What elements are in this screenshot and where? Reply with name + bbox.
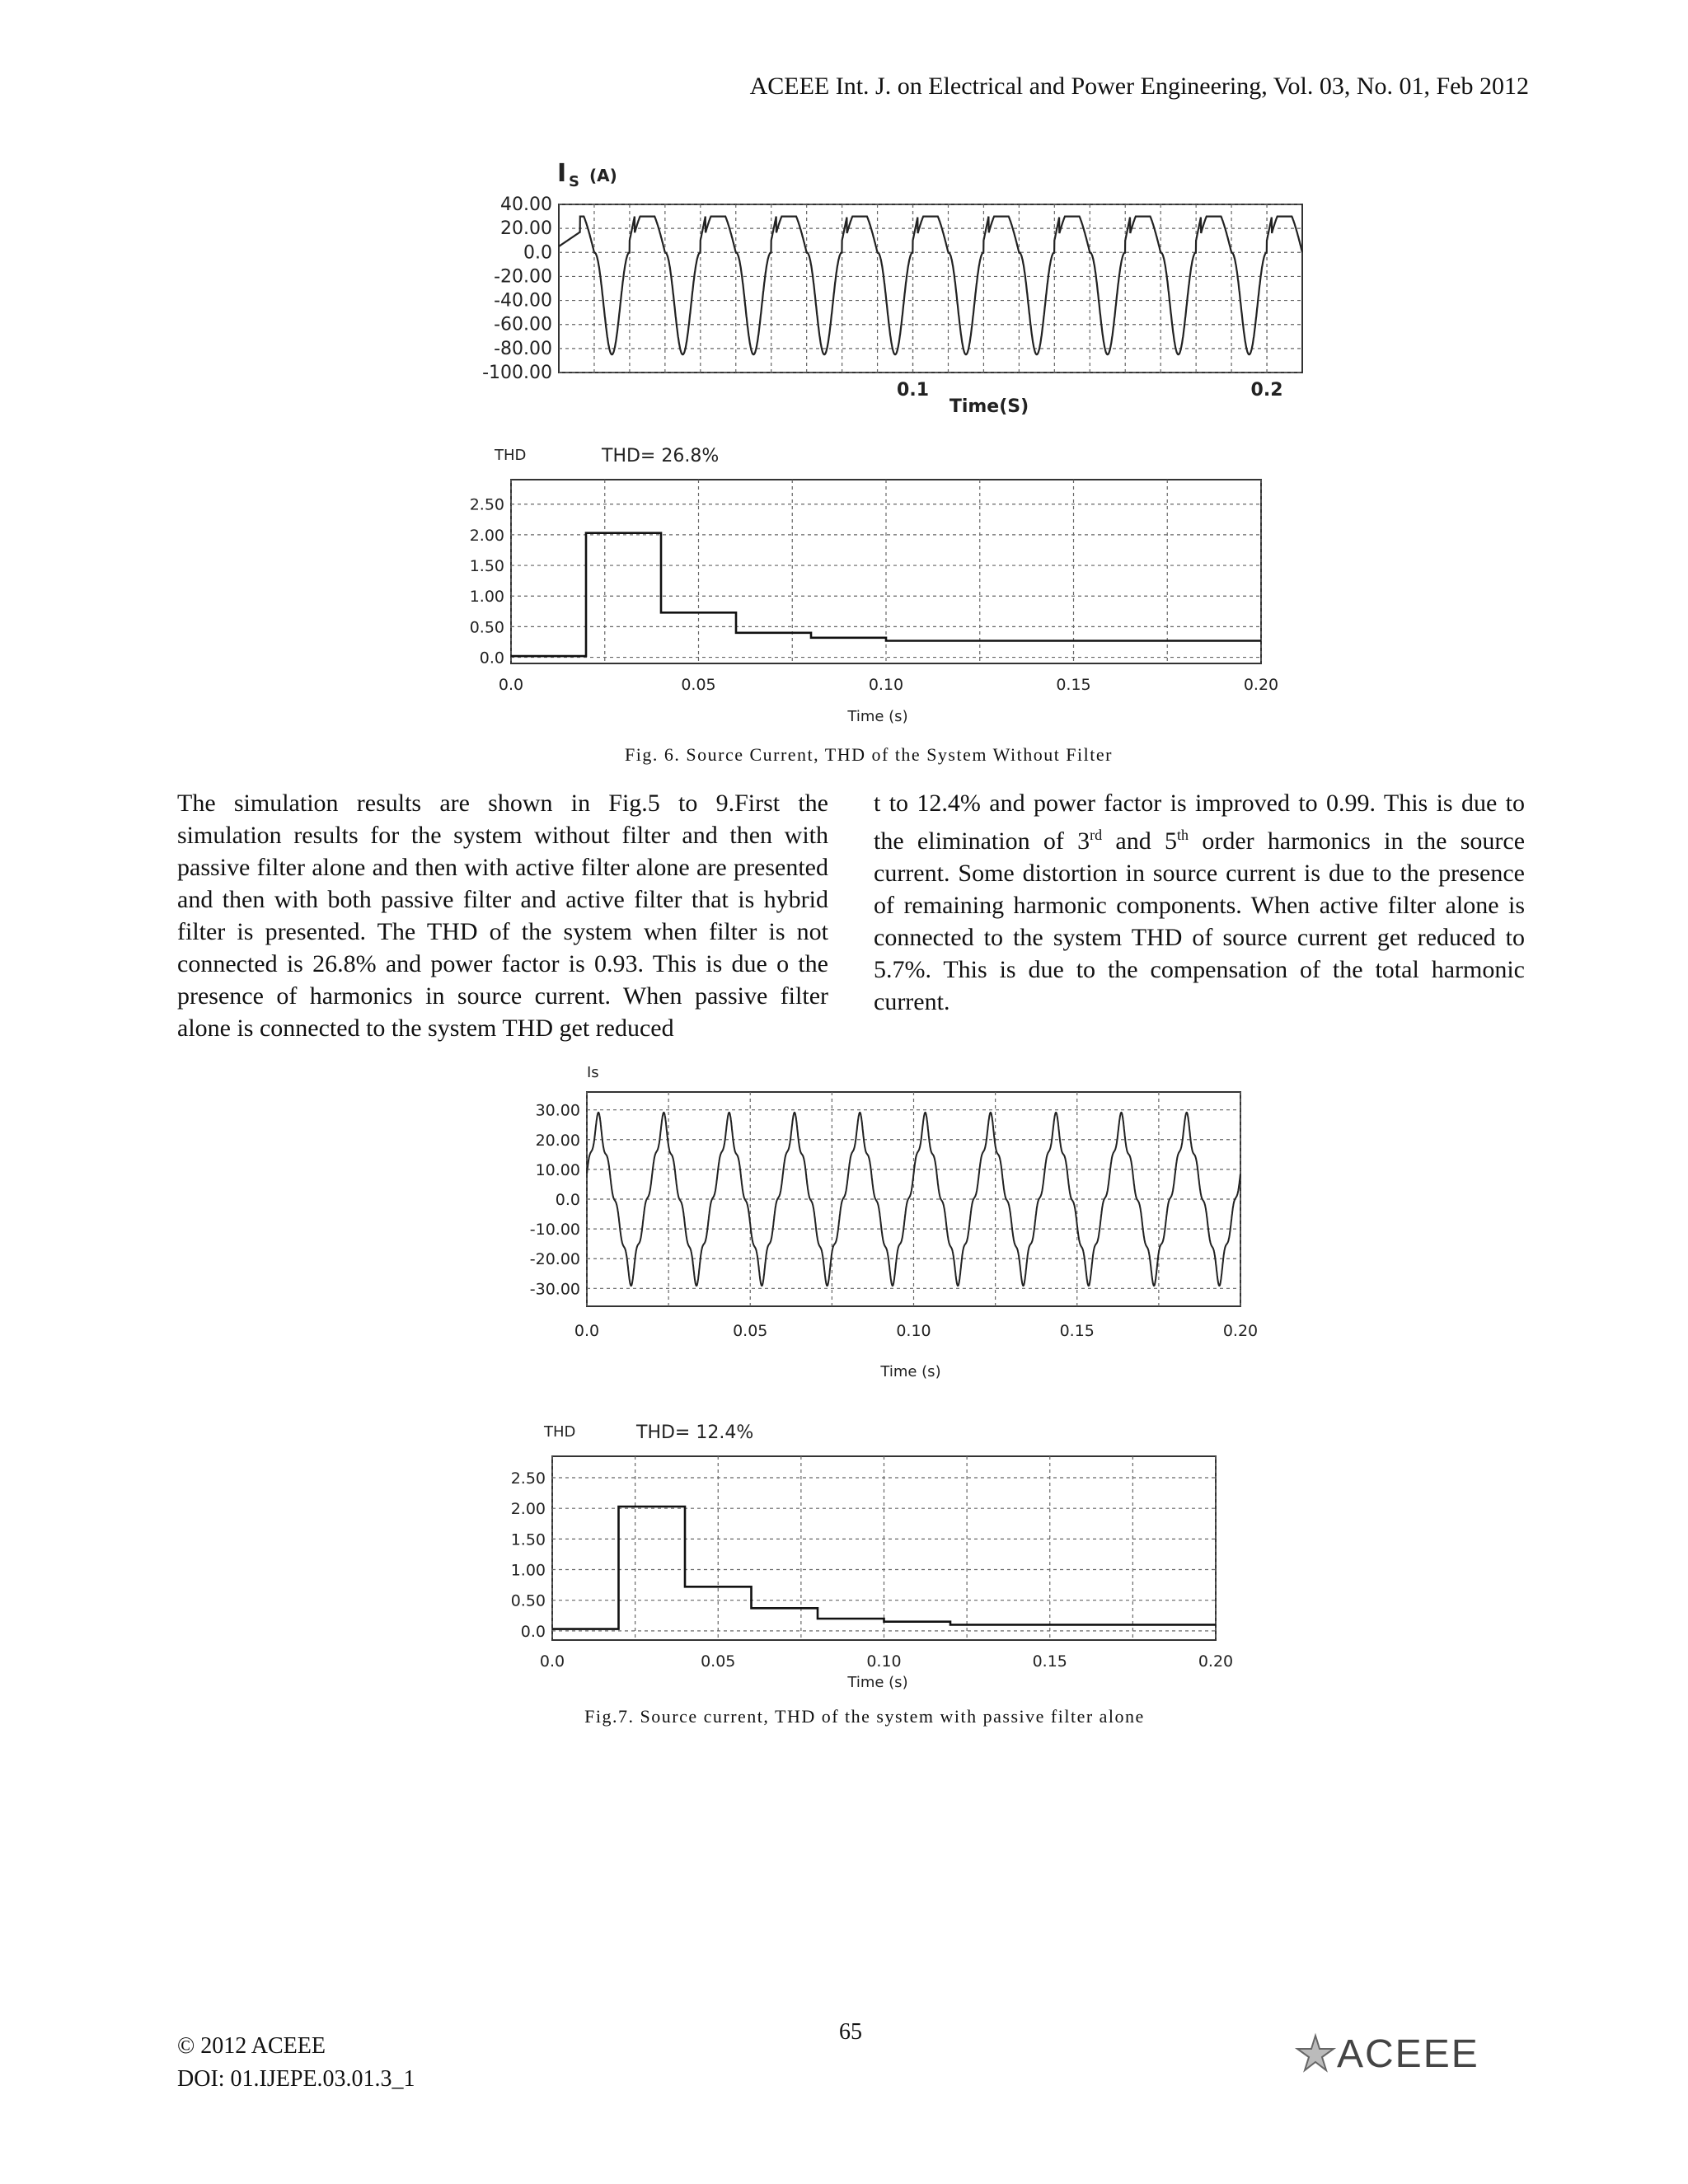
right-column <box>874 787 1525 1018</box>
is-ylabel: Is <box>587 1064 599 1081</box>
is-ylabel-main: I <box>557 159 567 188</box>
left-paragraph: The simulation results are shown in Fig.5 to 9.First the simulation results for the system without filter and then with passive filter alone and then with active filter alone are presented and then with both passive filter and active filter that is hybrid filter is presented. The THD of the system when filter is not connected is 26.8% and power factor is 0.93. This is due o the presence of harmonics in source current. When passive filter alone is connected to the system THD get reduced <box>177 790 828 1042</box>
x-tick-label: 0.10 <box>896 1322 931 1340</box>
logo-text: ACEEE <box>1337 2032 1479 2075</box>
star-icon <box>1297 2036 1334 2070</box>
y-tick-label: 1.00 <box>469 588 504 607</box>
superscript-th: th <box>1177 827 1189 843</box>
y-tick-label: -40.00 <box>494 290 552 312</box>
y-tick-label: 20.00 <box>500 218 552 240</box>
y-tick-label: 2.00 <box>510 1500 546 1519</box>
y-tick-label: 0.0 <box>479 649 504 668</box>
y-tick-label: 1.50 <box>469 557 504 576</box>
y-tick-label: -30.00 <box>529 1280 580 1299</box>
y-tick-label: 1.50 <box>510 1530 546 1549</box>
fig7-thd-plot <box>478 1422 1236 1698</box>
y-tick-label: 1.00 <box>510 1561 546 1580</box>
thd-annotation: THD= 26.8% <box>602 446 720 466</box>
x-tick-label: 0.10 <box>868 676 904 694</box>
x-tick-label: 0.05 <box>733 1322 768 1340</box>
y-tick-label: 0.0 <box>523 242 552 264</box>
y-tick-label: -100.00 <box>482 363 552 383</box>
x-tick-label: 0.20 <box>1243 676 1279 694</box>
y-tick-label: -60.00 <box>494 314 552 335</box>
page-number: 65 <box>839 2019 862 2045</box>
y-tick-label: 40.00 <box>500 194 552 215</box>
is-xlabel: Time(S) <box>949 396 1029 417</box>
thd-xlabel: Time (s) <box>847 708 908 725</box>
y-tick-label: 2.50 <box>510 1469 546 1488</box>
is-ylabel-unit: (A) <box>589 166 617 185</box>
y-tick-label: -10.00 <box>529 1221 580 1240</box>
fig7-caption: Fig.7. Source current, THD of the system with passive filter alone <box>584 1706 1145 1727</box>
x-tick-label: 0.15 <box>1059 1322 1095 1340</box>
is-xlabel: Time (s) <box>880 1363 941 1380</box>
y-tick-label: 2.50 <box>469 495 504 514</box>
doi: DOI: 01.IJEPE.03.01.3_1 <box>177 2066 415 2092</box>
x-tick-label: 0.1 <box>897 380 930 401</box>
x-tick-label: 0.0 <box>498 676 524 694</box>
x-tick-label: 0.0 <box>539 1652 565 1671</box>
plot-frame <box>559 204 1302 373</box>
left-column <box>177 787 828 1044</box>
thd-ylabel: THD <box>495 447 527 464</box>
y-tick-label: 0.0 <box>520 1622 546 1641</box>
x-tick-label: 0.15 <box>1056 676 1091 694</box>
source-current-series <box>559 217 1302 355</box>
is-ylabel-sub: S <box>569 173 579 190</box>
y-tick-label: 0.50 <box>469 618 504 637</box>
y-tick-label: 10.00 <box>535 1160 580 1179</box>
x-tick-label: 0.10 <box>866 1652 902 1671</box>
thd-xlabel: Time (s) <box>847 1674 908 1691</box>
y-tick-label: 0.50 <box>510 1591 546 1610</box>
x-tick-label: 0.05 <box>681 676 716 694</box>
x-tick-label: 0.20 <box>1198 1652 1234 1671</box>
thd-annotation: THD= 12.4% <box>636 1422 754 1443</box>
y-tick-label: -20.00 <box>494 266 552 288</box>
fig7-source-current-plot <box>495 1059 1259 1389</box>
y-tick-label: 2.00 <box>469 526 504 545</box>
y-tick-label: -20.00 <box>529 1250 580 1269</box>
journal-header: ACEEE Int. J. on Electrical and Power Engineering, Vol. 03, No. 01, Feb 2012 <box>749 73 1529 100</box>
right-text-1: t to 12.4% and power factor is improved to 0.99. This is due to the elimination of 3 <box>874 790 1525 855</box>
x-tick-label: 0.15 <box>1032 1652 1067 1671</box>
y-tick-label: 20.00 <box>535 1131 580 1150</box>
ylabel-group <box>557 159 617 190</box>
x-tick-label: 0.05 <box>701 1652 736 1671</box>
copyright: © 2012 ACEEE <box>177 2033 326 2059</box>
y-tick-label: 30.00 <box>535 1101 580 1120</box>
footer-info <box>177 2030 415 2096</box>
right-text-3: order harmonics in the source current. Some distortion in source current is due to the presence of remaining harmonic components. When active filter alone is connected to the system THD of source current get reduced to 5.7%. This is due to the compensation of the total harmonic current. <box>874 827 1526 1015</box>
aceee-logo <box>1294 2029 1525 2075</box>
y-tick-label: 0.0 <box>555 1191 580 1209</box>
x-tick-label: 0.0 <box>574 1322 600 1340</box>
fig6-thd-plot <box>429 445 1319 733</box>
x-tick-label: 0.2 <box>1250 380 1283 401</box>
right-paragraph <box>874 787 1525 1018</box>
superscript-rd: rd <box>1090 827 1103 843</box>
y-tick-label: -80.00 <box>494 338 552 359</box>
fig6-source-current-plot <box>445 157 1319 437</box>
x-tick-label: 0.20 <box>1222 1322 1259 1340</box>
fig6-caption: Fig. 6. Source Current, THD of the System Without Filter <box>625 744 1113 765</box>
right-text-2: and 5 <box>1102 827 1178 855</box>
thd-ylabel: THD <box>544 1423 576 1441</box>
